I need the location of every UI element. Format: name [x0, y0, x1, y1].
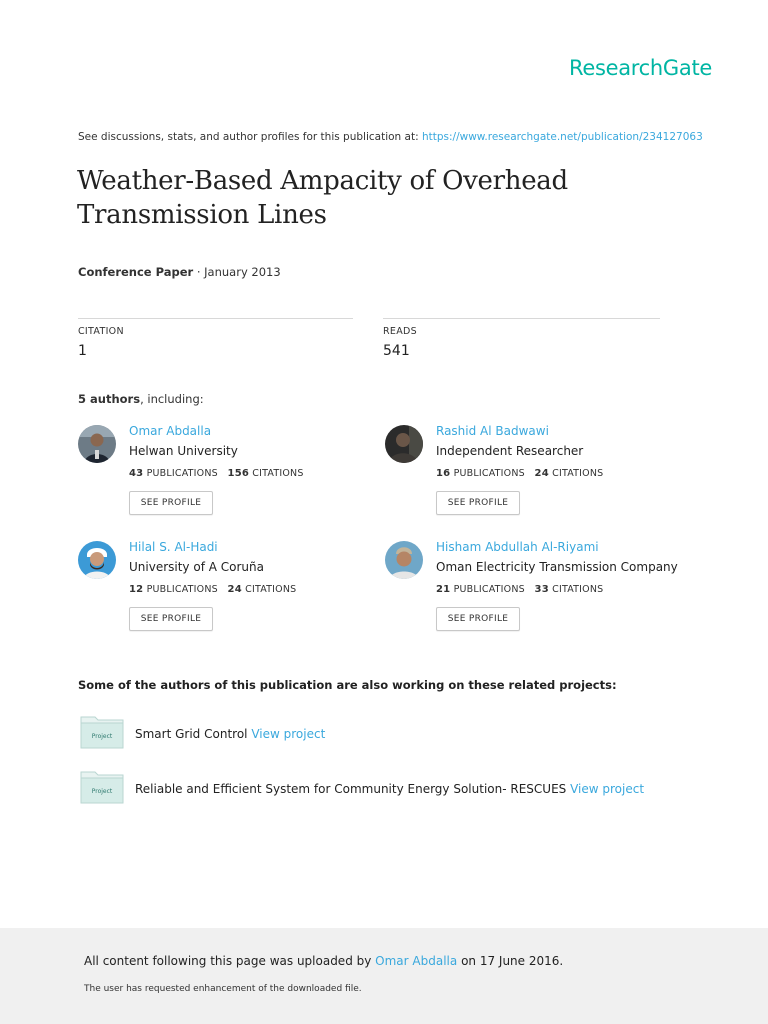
paper-title [77, 164, 677, 232]
author-avatar[interactable] [78, 541, 116, 579]
author-name-link[interactable]: Hisham Abdullah Al-Riyami [436, 540, 599, 554]
see-profile-button[interactable]: SEE PROFILE [436, 607, 520, 631]
citations-label: CITATIONS [252, 468, 304, 479]
reads-divider [383, 318, 660, 319]
publications-count: 43 [129, 468, 144, 479]
reads-count: 541 [383, 343, 410, 359]
citation-divider [78, 318, 353, 319]
author-stats [436, 584, 603, 595]
citations-count: 24 [227, 584, 242, 595]
project-icon-label: Project [91, 733, 113, 740]
see-profile-button[interactable]: SEE PROFILE [129, 491, 213, 515]
citation-count: 1 [78, 343, 87, 359]
upload-suffix: on 17 June 2016. [461, 954, 564, 968]
project-title: Smart Grid Control [135, 727, 248, 741]
project-item [135, 727, 325, 741]
author-stats [129, 468, 304, 479]
author-stats [436, 468, 603, 479]
citations-label: CITATIONS [552, 468, 604, 479]
project-folder-icon[interactable] [80, 715, 124, 749]
author-name-link[interactable]: Omar Abdalla [129, 424, 212, 438]
author-stats [129, 584, 296, 595]
citations-count: 33 [534, 584, 549, 595]
researchgate-logo[interactable]: ResearchGate [569, 56, 713, 80]
citations-label: CITATIONS [245, 584, 297, 595]
publications-label: PUBLICATIONS [453, 468, 525, 479]
authors-count: 5 authors [78, 392, 141, 406]
publications-label: PUBLICATIONS [146, 584, 218, 595]
author-avatar[interactable] [385, 425, 423, 463]
avatar-photo-icon [78, 541, 116, 579]
related-projects-heading: Some of the authors of this publication are also working on these related projects: [78, 678, 617, 692]
publication-date: · January 2013 [193, 265, 281, 279]
enhancement-note: The user has requested enhancement of the downloaded file. [84, 984, 362, 994]
author-avatar[interactable] [385, 541, 423, 579]
avatar-photo-icon [78, 425, 116, 463]
author-name-link[interactable]: Hilal S. Al-Hadi [129, 540, 218, 554]
view-project-link[interactable]: View project [570, 782, 645, 796]
publication-type [78, 265, 281, 279]
authors-intro-suffix: , including: [140, 392, 204, 406]
publications-label: PUBLICATIONS [146, 468, 218, 479]
publication-url-link[interactable]: https://www.researchgate.net/publication/234127063 [421, 131, 703, 143]
citations-count: 24 [534, 468, 549, 479]
avatar-photo-icon [385, 541, 423, 579]
project-folder-icon[interactable] [80, 770, 124, 804]
project-icon-label: Project [91, 788, 113, 795]
author-name-link[interactable]: Rashid Al Badwawi [436, 424, 549, 438]
citations-label: CITATIONS [552, 584, 604, 595]
author-institution: Independent Researcher [436, 444, 584, 458]
publication-type-label: Conference Paper [78, 265, 194, 279]
view-project-link[interactable]: View project [251, 727, 326, 741]
publications-count: 21 [436, 584, 451, 595]
project-title: Reliable and Efficient System for Community Energy Solution- RESCUES [135, 782, 567, 796]
discussion-text: See discussions, stats, and author profiles for this publication at: [78, 131, 419, 143]
author-institution: Oman Electricity Transmission Company [436, 560, 678, 574]
see-profile-button[interactable]: SEE PROFILE [436, 491, 520, 515]
see-profile-button[interactable]: SEE PROFILE [129, 607, 213, 631]
upload-prefix: All content following this page was uploaded by [84, 954, 372, 968]
publications-label: PUBLICATIONS [453, 584, 525, 595]
project-item [135, 782, 644, 796]
upload-note [84, 954, 563, 968]
citations-count: 156 [227, 468, 250, 479]
author-avatar[interactable] [78, 425, 116, 463]
publications-count: 12 [129, 584, 144, 595]
authors-intro [78, 392, 204, 406]
paper-title-line-1: Weather-Based Ampacity of Overhead [77, 166, 568, 196]
author-institution: Helwan University [129, 444, 238, 458]
uploader-link[interactable]: Omar Abdalla [375, 954, 458, 968]
citation-label: CITATION [78, 326, 124, 337]
author-institution: University of A Coruña [129, 560, 264, 574]
paper-title-line-2: Transmission Lines [77, 200, 327, 230]
discussion-line [78, 131, 703, 143]
publications-count: 16 [436, 468, 451, 479]
avatar-photo-icon [385, 425, 423, 463]
footer-panel [0, 928, 768, 1024]
reads-label: READS [383, 326, 417, 337]
